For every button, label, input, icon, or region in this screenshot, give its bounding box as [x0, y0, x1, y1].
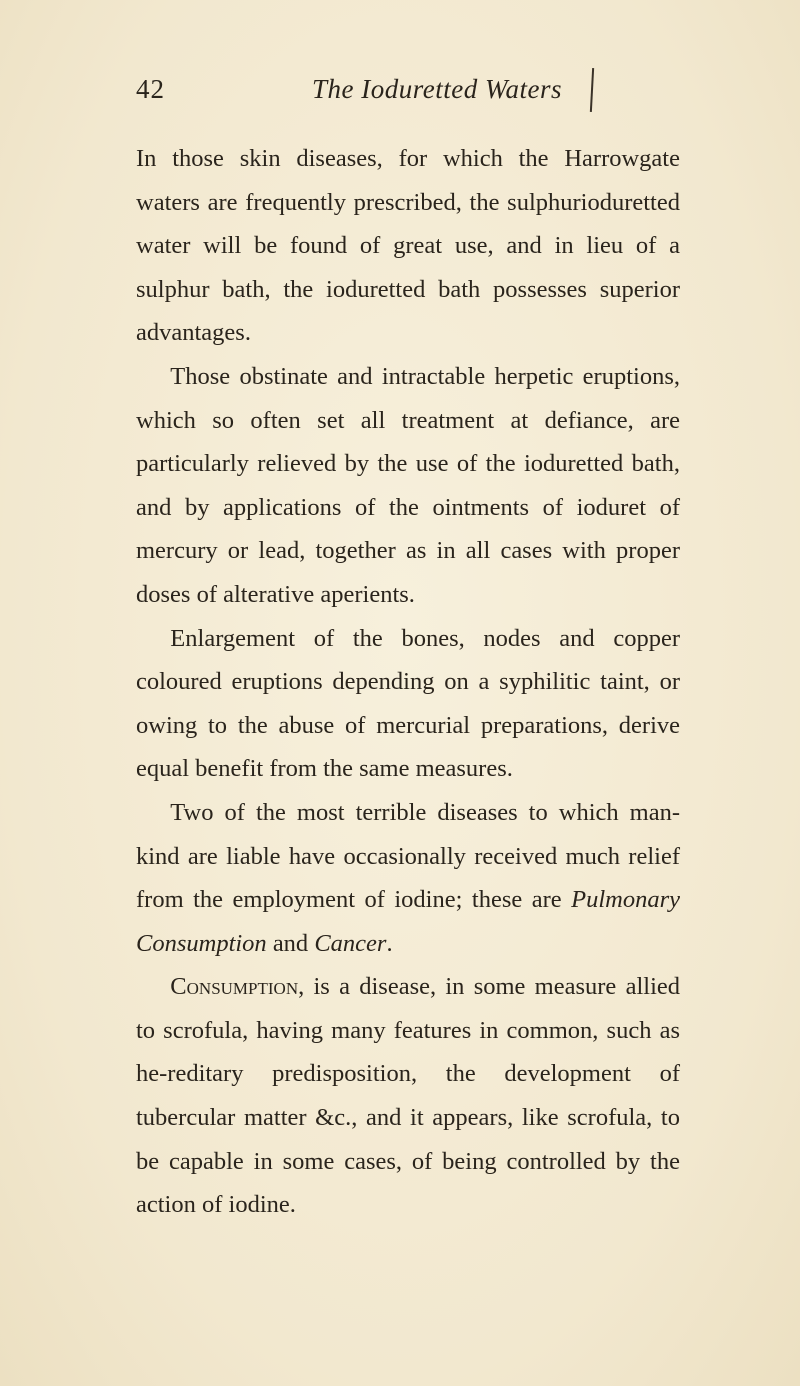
- term-cancer: Cancer: [314, 929, 387, 957]
- paragraph-consumption: [136, 965, 680, 1227]
- running-head: [0, 74, 800, 114]
- page-number: 42: [136, 74, 165, 104]
- body-text: [136, 137, 680, 1227]
- paragraph-bones: Enlargement of the bones, nodes and copper coloured eruptions depending on a syphilitic taint, or owing to the abuse of mercurial preparations, derive equal benefit from the same measures.: [136, 624, 680, 783]
- paragraph-text: is a disease, in some measure allied to scrofula, having many features in common, such as he-reditary predisposition, the development of tubercular matter &c., and it appears, like scrofula, to be capable in some cases, of being controlled by the action of iodine.: [136, 973, 680, 1219]
- paragraph-text: Two of the most terrible diseases to which man-kind are liable have occasionally received much relief from the employment of iodine; these are: [136, 798, 680, 914]
- paragraph-herpetic: Those obstinate and intractable herpetic eruptions, which so often set all treatment at defiance, are particularly relieved by the use of the ioduretted bath, and by applications of the ointments of ioduret of mercury or lead, together as in all cases with proper doses of alterative aperients.: [136, 362, 680, 608]
- margin-mark: [590, 68, 594, 112]
- paragraph-text: .: [386, 929, 393, 957]
- paragraph-harrowgate: In those skin diseases, for which the Harrowgate waters are frequently prescribed, the sulphurioduretted water will be found of great use, and in lieu of a sulphur bath, the ioduretted bath possesses superior advantages.: [136, 145, 680, 347]
- running-title: The Ioduretted Waters: [312, 74, 562, 104]
- term-pulmonary-consumption: Pulmonary Consumption: [136, 886, 680, 957]
- paragraph-text: and: [266, 929, 315, 957]
- paragraph-terrible-diseases: [136, 791, 680, 965]
- section-lead-consumption: Consumption,: [170, 973, 305, 1001]
